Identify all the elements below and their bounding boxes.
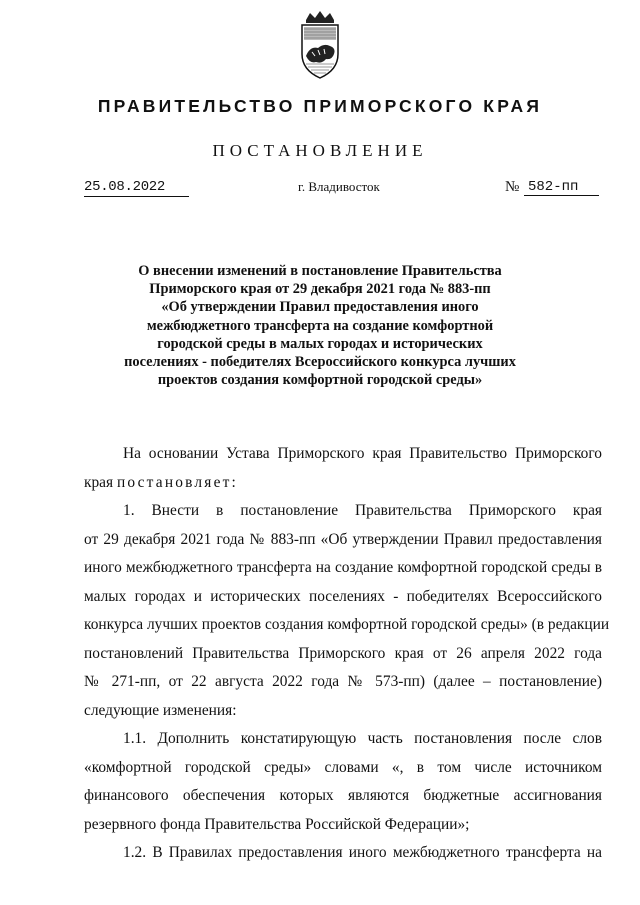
heading-line: проектов создания комфортной городской среды» (157, 372, 483, 389)
document-city: г. Владивосток (298, 179, 380, 194)
body-line: малых городах и исторических поселениях - победителях Всероссийского (84, 587, 602, 605)
organization-title: ПРАВИТЕЛЬСТВО ПРИМОРСКОГО КРАЯ (97, 96, 543, 116)
body-line (84, 469, 602, 498)
document-number: 582-пп (524, 178, 599, 196)
document-body (84, 440, 610, 868)
body-line: 1. Внести в постановление Правительства Приморского края (123, 502, 602, 519)
resolves-word: постановляет: (116, 473, 239, 491)
body-line: На основании Устава Приморского края Правительство Приморского (123, 445, 602, 462)
body-line: резервного фонда Правительства Российской Федерации»; (84, 815, 470, 833)
document-type: ПОСТАНОВЛЕНИЕ (212, 141, 428, 160)
body-line: иного межбюджетного трансферта на создание комфортной городской среды в (84, 559, 602, 576)
document-number-label: № (505, 179, 520, 195)
heading-line: городской среды в малых городах и исторических (157, 335, 483, 352)
heading-line: О внесении изменений в постановление Правительства (138, 263, 502, 279)
body-line: № 271-пп, от 22 августа 2022 года № 573-пп) (далее – постановление) (84, 673, 602, 690)
heading-line: «Об утверждении Правил предоставления иного (161, 299, 479, 316)
document-heading (120, 262, 520, 389)
body-line: постановлений Правительства Приморского края от 26 апреля 2022 года (84, 644, 602, 662)
coat-of-arms-icon (296, 10, 344, 82)
body-line: финансового обеспечения которых являются бюджетные ассигнования (84, 787, 602, 804)
body-line: «комфортной городской среды» словами «, в том числе источником (84, 758, 602, 776)
intro-text: края (84, 473, 117, 491)
body-line: 1.1. Дополнить констатирующую часть постановления после слов (123, 730, 602, 747)
body-line: 1.2. В Правилах предоставления иного межбюджетного трансферта на (123, 844, 602, 861)
body-line: конкурса лучших проектов создания комфортной городской среды» (в редакции (84, 616, 610, 633)
body-line: следующие изменения: (84, 701, 237, 719)
body-line: от 29 декабря 2021 года № 883-пп «Об утверждении Правил предоставления (84, 530, 602, 548)
heading-line: Приморского края от 29 декабря 2021 года № 883-пп (149, 281, 491, 298)
heading-line: межбюджетного трансферта на создание комфортной (146, 317, 494, 334)
heading-line: поселениях - победителях Всероссийского конкурса лучших (124, 354, 516, 371)
document-date: 25.08.2022 (84, 178, 189, 197)
